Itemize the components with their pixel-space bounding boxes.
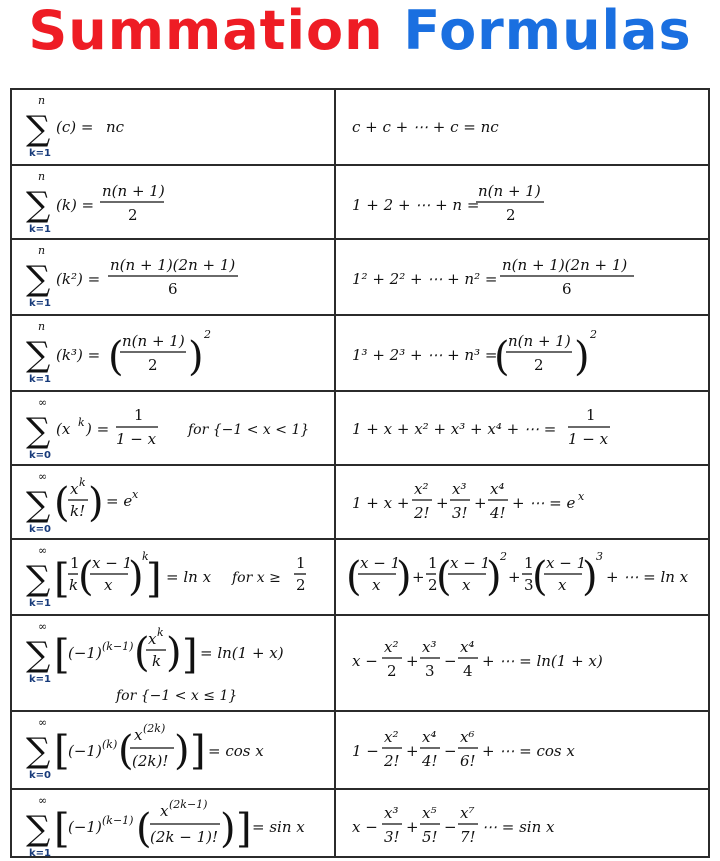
- formula-row-geometric: [12, 390, 708, 464]
- math-glyph: 1: [296, 554, 306, 572]
- math-glyph: x⁵: [422, 804, 437, 822]
- math-glyph: 1: [134, 406, 144, 424]
- math-glyph: x²: [414, 480, 429, 498]
- math-glyph: x: [462, 576, 471, 594]
- math-glyph: k=1: [29, 848, 51, 858]
- math-glyph: (−1): [68, 742, 102, 760]
- math-glyph: k: [157, 626, 164, 639]
- math-glyph: (k−1): [102, 814, 134, 827]
- math-glyph: (: [136, 806, 152, 852]
- sigma-icon: ∑: [26, 185, 51, 225]
- math-glyph: 1 − x: [116, 430, 157, 448]
- math-glyph: (2k − 1)!: [150, 828, 219, 846]
- math-glyph: x³: [422, 638, 437, 656]
- math-glyph: 1: [70, 554, 80, 572]
- math-glyph: ): [582, 554, 598, 600]
- formula-row-constant: [12, 90, 708, 164]
- math-glyph: 4!: [490, 504, 506, 522]
- math-glyph: ): [574, 334, 590, 380]
- math-glyph: 4: [463, 662, 473, 680]
- math-glyph: x −: [352, 818, 378, 836]
- math-glyph: ): [486, 554, 502, 600]
- math-glyph: 2!: [384, 752, 400, 770]
- math-glyph: x²: [384, 728, 399, 746]
- sigma-icon: ∑: [26, 559, 51, 599]
- math-glyph: ]: [182, 632, 198, 678]
- math-glyph: 6!: [460, 752, 476, 770]
- math-glyph: x⁶: [460, 728, 475, 746]
- math-glyph: 1² + 2² + ⋯ + n² =: [352, 270, 498, 288]
- math-glyph: −: [444, 652, 457, 670]
- math-glyph: = ln(1 + x): [200, 644, 284, 662]
- math-glyph: k: [78, 416, 85, 429]
- math-glyph: 2: [500, 550, 507, 563]
- math-glyph: [: [54, 728, 70, 774]
- math-glyph: x − 1: [546, 554, 587, 572]
- math-glyph: x − 1: [450, 554, 491, 572]
- math-glyph: ): [174, 728, 190, 774]
- math-glyph: 2: [387, 662, 397, 680]
- math-glyph: k=1: [29, 374, 51, 385]
- math-glyph: −: [444, 742, 457, 760]
- math-glyph: n: [38, 94, 46, 107]
- sigma-icon: ∑: [26, 109, 51, 149]
- math-glyph: (: [436, 554, 452, 600]
- math-glyph: 1: [428, 554, 438, 572]
- math-glyph: (: [108, 334, 124, 380]
- math-glyph: 5!: [422, 828, 438, 846]
- math-glyph: ∞: [38, 470, 48, 483]
- formula-row-logarithm: [12, 538, 708, 614]
- math-glyph: + ⋯ = e: [512, 494, 576, 512]
- formula-constant: [12, 90, 708, 162]
- lhs-text: (c) =: [56, 118, 94, 136]
- math-glyph: (−1): [68, 644, 102, 662]
- math-glyph: n(n + 1)(2n + 1): [502, 256, 628, 274]
- math-glyph: 3!: [384, 828, 400, 846]
- sigma-icon: ∑: [26, 411, 51, 451]
- math-glyph: +: [406, 818, 419, 836]
- math-glyph: x: [148, 630, 157, 648]
- math-glyph: x³: [384, 804, 399, 822]
- math-glyph: k: [79, 476, 86, 489]
- formula-ln1x: [12, 616, 708, 710]
- math-glyph: 1 + x + x² + x³ + x⁴ + ⋯ =: [352, 420, 557, 438]
- math-glyph: x²: [384, 638, 399, 656]
- formula-row-exponential: [12, 464, 708, 538]
- math-glyph: 2: [534, 356, 544, 374]
- math-glyph: 1 + x +: [352, 494, 410, 512]
- math-glyph: x −: [352, 652, 378, 670]
- math-glyph: 2: [296, 576, 306, 594]
- title-summation: Summation: [28, 0, 384, 62]
- math-glyph: x: [372, 576, 381, 594]
- math-glyph: 2: [204, 328, 211, 341]
- math-glyph: (: [494, 334, 510, 380]
- math-glyph: = cos x: [208, 742, 264, 760]
- math-glyph: ]: [146, 556, 162, 602]
- math-glyph: [: [54, 556, 70, 602]
- formula-exponential: [12, 466, 708, 538]
- math-glyph: 3: [524, 576, 534, 594]
- math-glyph: = sin x: [252, 818, 305, 836]
- math-glyph: [: [54, 632, 70, 678]
- condition-text: for {−1 < x < 1}: [188, 422, 310, 438]
- math-glyph: (k³) =: [56, 346, 101, 364]
- math-glyph: [: [54, 806, 70, 852]
- math-glyph: x: [70, 480, 79, 498]
- math-glyph: ∞: [38, 544, 48, 557]
- math-glyph: = ln x: [166, 568, 212, 586]
- math-glyph: n(n + 1): [122, 332, 185, 350]
- math-glyph: for x ≥: [232, 570, 281, 586]
- math-glyph: x: [134, 726, 143, 744]
- math-glyph: x⁷: [460, 804, 475, 822]
- math-glyph: ∞: [38, 716, 48, 729]
- formula-row-cosine: [12, 710, 708, 788]
- math-glyph: x − 1: [92, 554, 133, 572]
- math-glyph: ∞: [38, 794, 48, 807]
- condition-text: for {−1 < x ≤ 1}: [116, 688, 238, 704]
- math-glyph: 2: [428, 576, 438, 594]
- math-glyph: (2k): [143, 722, 166, 735]
- math-glyph: 2: [506, 206, 516, 224]
- math-glyph: k=1: [29, 298, 51, 309]
- math-glyph: (x: [56, 420, 71, 438]
- math-glyph: x: [160, 802, 169, 820]
- title-formulas: Formulas: [403, 0, 692, 62]
- formula-geometric: [12, 392, 708, 464]
- math-glyph: ) =: [86, 420, 110, 438]
- math-glyph: 2: [148, 356, 158, 374]
- math-glyph: (: [118, 728, 134, 774]
- math-glyph: x: [578, 490, 585, 503]
- math-glyph: x³: [452, 480, 467, 498]
- formula-squares: [12, 240, 708, 314]
- math-glyph: n: [38, 320, 46, 333]
- math-glyph: (k) =: [56, 196, 95, 214]
- math-glyph: 1³ + 2³ + ⋯ + n³ =: [352, 346, 498, 364]
- formula-row-cubes: [12, 314, 708, 390]
- sigma-icon: ∑: [26, 335, 51, 375]
- math-glyph: 1 − x: [568, 430, 609, 448]
- formulas-table: [10, 88, 710, 858]
- sigma-icon: ∑: [26, 485, 51, 525]
- math-glyph: (k): [102, 738, 118, 751]
- math-glyph: ]: [236, 806, 252, 852]
- formula-row-integers: [12, 164, 708, 238]
- math-glyph: ∞: [38, 396, 48, 409]
- math-glyph: ∞: [38, 620, 48, 633]
- math-glyph: ): [166, 630, 182, 676]
- math-glyph: +: [436, 494, 449, 512]
- math-glyph: n(n + 1)(2n + 1): [110, 256, 236, 274]
- math-glyph: +: [474, 494, 487, 512]
- formula-logarithm: [12, 540, 708, 614]
- formula-row-sine: [12, 788, 708, 858]
- math-glyph: ): [220, 806, 236, 852]
- formula-cosine: [12, 712, 708, 788]
- math-glyph: k: [142, 550, 149, 563]
- math-glyph: 3: [596, 550, 603, 563]
- math-glyph: (−1): [68, 818, 102, 836]
- sigma-icon: ∑: [26, 731, 51, 771]
- math-glyph: ]: [190, 728, 206, 774]
- math-glyph: 2: [590, 328, 597, 341]
- math-glyph: (2k)!: [132, 752, 169, 770]
- math-glyph: + ⋯ = ln x: [606, 568, 689, 586]
- math-glyph: 7!: [460, 828, 476, 846]
- math-glyph: 6: [562, 280, 572, 298]
- math-glyph: (: [134, 630, 150, 676]
- math-glyph: k: [152, 652, 162, 670]
- math-glyph: 1 + 2 + ⋯ + n =: [352, 196, 480, 214]
- math-glyph: (: [78, 554, 94, 600]
- sigma-icon: ∑: [26, 635, 51, 675]
- math-glyph: +: [406, 742, 419, 760]
- math-glyph: k=1: [29, 148, 51, 159]
- math-glyph: + ⋯ = ln(1 + x): [482, 652, 603, 670]
- math-glyph: nc: [106, 118, 125, 136]
- math-glyph: x: [558, 576, 567, 594]
- formula-cubes: [12, 316, 708, 390]
- math-glyph: k=1: [29, 224, 51, 235]
- math-glyph: 1: [586, 406, 596, 424]
- math-glyph: (k²) =: [56, 270, 101, 288]
- math-glyph: ): [88, 480, 104, 526]
- rhs-text: c + c + ⋯ + c = nc: [352, 118, 499, 136]
- math-glyph: n: [38, 170, 46, 183]
- math-glyph: +: [508, 568, 521, 586]
- math-glyph: = e: [106, 492, 133, 510]
- math-glyph: +: [412, 568, 425, 586]
- math-glyph: 1: [524, 554, 534, 572]
- math-glyph: x⁴: [422, 728, 437, 746]
- math-glyph: x⁴: [490, 480, 505, 498]
- math-glyph: + ⋯ = cos x: [482, 742, 575, 760]
- formula-sine: [12, 790, 708, 858]
- math-glyph: ⋯ = sin x: [482, 818, 555, 836]
- math-glyph: 6: [168, 280, 178, 298]
- sigma-icon: ∑: [26, 259, 51, 299]
- sigma-icon: ∑: [26, 809, 51, 849]
- math-glyph: k: [69, 576, 79, 594]
- math-glyph: ): [128, 554, 144, 600]
- math-glyph: 3: [425, 662, 435, 680]
- math-glyph: x: [104, 576, 113, 594]
- math-glyph: 1 −: [352, 742, 379, 760]
- formula-row-ln1x: [12, 614, 708, 710]
- math-glyph: (: [346, 554, 362, 600]
- math-glyph: n(n + 1): [508, 332, 571, 350]
- math-glyph: (: [54, 480, 70, 526]
- math-glyph: (k−1): [102, 640, 134, 653]
- math-glyph: k!: [70, 502, 86, 520]
- math-glyph: k=1: [29, 674, 51, 685]
- math-glyph: x⁴: [460, 638, 475, 656]
- math-glyph: k=0: [29, 770, 51, 781]
- formula-integers: [12, 166, 708, 238]
- math-glyph: ): [188, 334, 204, 380]
- math-glyph: n: [38, 244, 46, 257]
- math-glyph: k=0: [29, 450, 51, 461]
- math-glyph: 2!: [414, 504, 430, 522]
- math-glyph: x: [132, 488, 139, 501]
- math-glyph: n(n + 1): [478, 182, 541, 200]
- math-glyph: 3!: [452, 504, 468, 522]
- math-glyph: 4!: [422, 752, 438, 770]
- math-glyph: k=1: [29, 598, 51, 609]
- math-glyph: x − 1: [360, 554, 401, 572]
- math-glyph: k=0: [29, 524, 51, 535]
- math-glyph: (: [532, 554, 548, 600]
- math-glyph: −: [444, 818, 457, 836]
- math-glyph: (2k−1): [169, 798, 208, 811]
- math-glyph: n(n + 1): [102, 182, 165, 200]
- page-title: [0, 0, 720, 66]
- math-glyph: 2: [128, 206, 138, 224]
- math-glyph: ): [396, 554, 412, 600]
- math-glyph: +: [406, 652, 419, 670]
- formula-row-squares: [12, 238, 708, 314]
